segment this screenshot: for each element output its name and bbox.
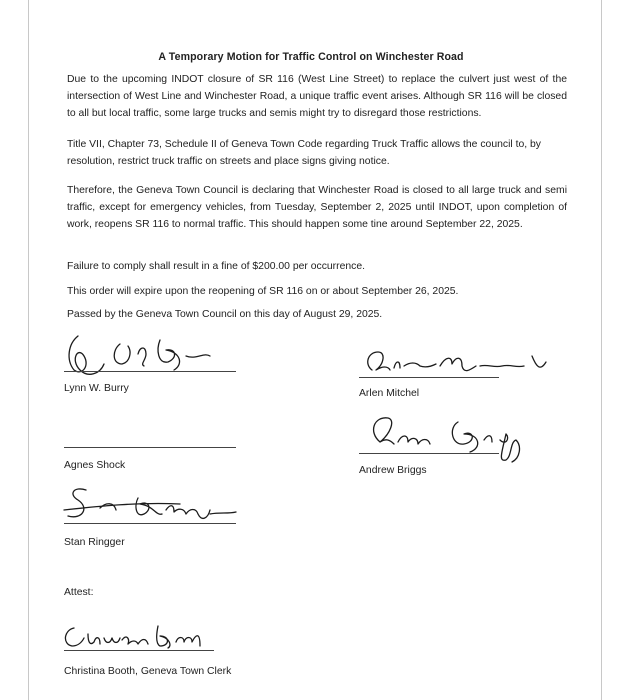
signature-line-andrew-briggs (359, 453, 499, 454)
document-title: A Temporary Motion for Traffic Control on Winchester Road (158, 51, 464, 63)
paragraph-expiration: This order will expire upon the reopening of SR 116 on or about September 26, 2025. (67, 286, 459, 297)
page-right-edge (601, 0, 602, 700)
paragraph-closure: Due to the upcoming INDOT closure of SR 116 (West Line Street) to replace the culvert just west of the intersection of West Line and Winchester Road, a unique traffic event arises. Although SR 116 will be closed to all but local traffic, some large trucks and semis might try to disregard those restrictions. (67, 74, 567, 119)
signer-name-andrew-briggs: Andrew Briggs (359, 465, 427, 476)
signature-lynn-burry (60, 330, 220, 380)
clerk-name: Christina Booth, Geneva Town Clerk (64, 666, 232, 677)
signer-name-arlen-mitchel: Arlen Mitchel (359, 388, 420, 399)
signature-andrew-briggs (360, 412, 540, 467)
signer-name-lynn-burry: Lynn W. Burry (64, 383, 129, 394)
signature-line-stan-ringger (64, 523, 236, 524)
paragraph-passed: Passed by the Geneva Town Council on this day of August 29, 2025. (67, 309, 383, 320)
paragraph-town-code: Title VII, Chapter 73, Schedule II of Geneva Town Code regarding Truck Traffic allows the council to, by resolution, restrict truck traffic on streets and place signs giving notice. (67, 139, 541, 167)
signature-line-agnes-shock (64, 447, 236, 448)
signer-name-agnes-shock: Agnes Shock (64, 460, 126, 471)
paragraph-declaration: Therefore, the Geneva Town Council is declaring that Winchester Road is closed to all large truck and semi traffic, except for emergency vehicles, from Tuesday, September 2, 2025 until INDOT, upon completion of work, reopens SR 116 to normal traffic. This should happen some tine around September 22, 2025. (67, 185, 567, 230)
page-left-edge (28, 0, 29, 700)
signature-line-christina-booth (64, 650, 214, 651)
attest-label: Attest: (64, 587, 94, 598)
paragraph-fine: Failure to comply shall result in a fine of $200.00 per occurrence. (67, 261, 366, 272)
signer-name-stan-ringger: Stan Ringger (64, 537, 125, 548)
signature-line-lynn-burry (64, 371, 236, 372)
signature-line-arlen-mitchel (359, 377, 499, 378)
